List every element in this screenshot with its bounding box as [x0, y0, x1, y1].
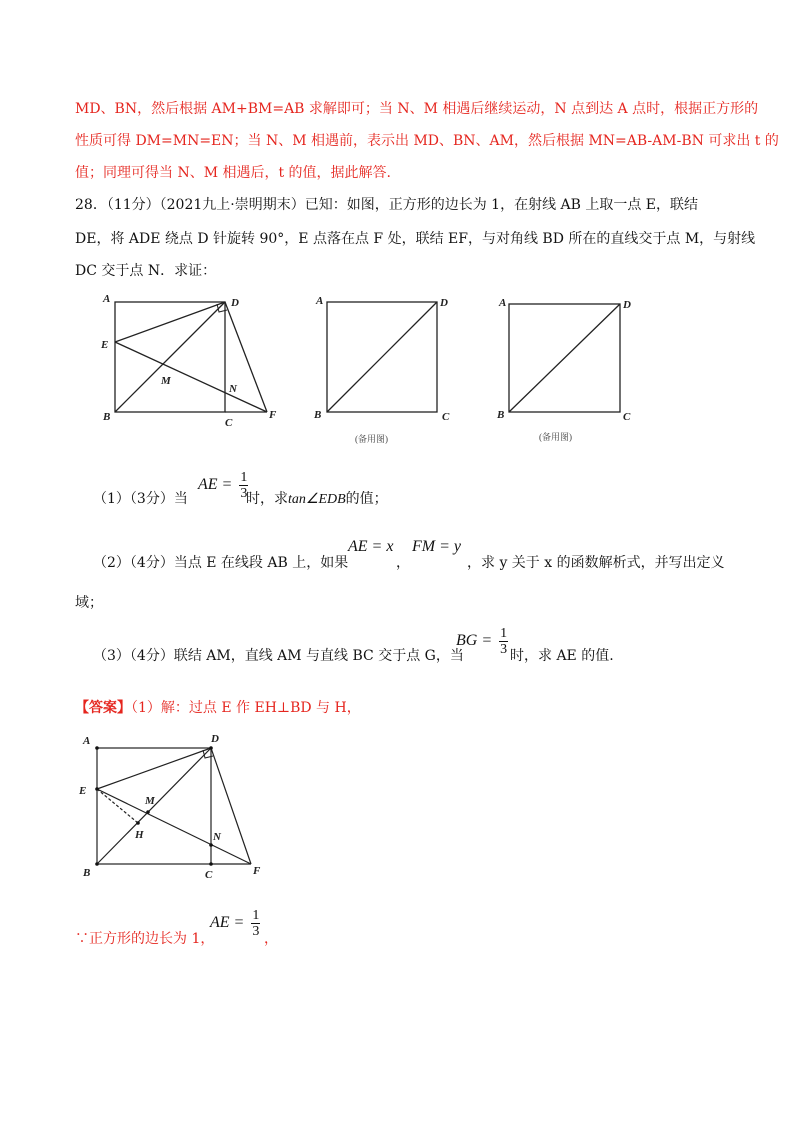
- label-n: N: [229, 383, 237, 395]
- ans-label-a: A: [83, 735, 91, 747]
- answer-figure: [75, 728, 275, 886]
- prev-solution-line-1: MD、BN，然后根据 AM+BM=AB 求解即可；当 N、M 相遇后继续运动，N 点到达 A 点时，根据正方形的: [75, 101, 759, 117]
- problem-line-1: 28．（11分）（2021九上·崇明期末）已知：如图，正方形的边长为 1，在射线 AB 上取一点 E，联结: [75, 197, 699, 213]
- spare1-label-d: D: [440, 297, 448, 309]
- since-math-lhs: AE =: [210, 914, 245, 932]
- spare2-label-d: D: [623, 299, 631, 311]
- spare1-label-a: A: [316, 295, 324, 307]
- q1-end: 的值；: [345, 491, 388, 507]
- label-d: D: [231, 297, 239, 309]
- label-f: F: [269, 409, 277, 421]
- ans-label-n: N: [213, 831, 221, 843]
- ans-label-f: F: [253, 865, 261, 877]
- since-end: ，: [264, 931, 278, 947]
- spare1-label-b: B: [314, 409, 322, 421]
- main-figure: [95, 290, 290, 435]
- spare2-label-a: A: [499, 297, 507, 309]
- q3-math: [456, 626, 508, 657]
- ans-label-e: E: [79, 785, 87, 797]
- since-math: [210, 908, 260, 939]
- spare2-caption: (备用图): [539, 432, 572, 442]
- problem-line-2: DE，将 ADE 绕点 D 针旋转 90°，E 点落在点 F 处，联结 EF，与对角线 BD 所在的直线交于点 M，与射线: [75, 231, 756, 247]
- since-line: ∵正方形的边长为 1，: [75, 931, 215, 947]
- q2-continuation: 域；: [75, 595, 103, 611]
- answer-label: 【答案】: [75, 700, 131, 716]
- spare-figure-2: [495, 290, 645, 450]
- ans-label-h: H: [135, 829, 144, 841]
- q3-prefix: （3）（4分）联结 AM，直线 AM 与直线 BC 交于点 G，当: [93, 648, 464, 664]
- spare-figure-1: [310, 290, 460, 450]
- q2-comma: ，: [396, 555, 410, 571]
- q3-fraction: [499, 626, 508, 657]
- q3-numerator: 1: [500, 626, 508, 641]
- q2-prefix: （2）（4分）当点 E 在线段 AB 上，如果: [93, 555, 349, 571]
- q3-suffix: 时，求 AE 的值.: [510, 648, 614, 664]
- label-b: B: [103, 411, 111, 423]
- since-denominator: 3: [252, 924, 260, 939]
- spare2-label-c: C: [623, 411, 631, 423]
- answer-line: [75, 697, 361, 717]
- q1-prefix: （1）（3分）当: [93, 491, 188, 507]
- q1-tan: tan∠EDB: [288, 492, 346, 507]
- prev-solution-line-3: 值；同理可得当 N、M 相遇后，t 的值，据此解答.: [75, 165, 392, 181]
- since-fraction: [251, 908, 260, 939]
- ans-label-b: B: [83, 867, 91, 879]
- answer-text: （1）解：过点 E 作 EH⊥BD 与 H，: [131, 700, 361, 716]
- q3-math-lhs: BG =: [456, 632, 493, 650]
- q1-math: [198, 470, 248, 501]
- label-a: A: [103, 293, 111, 305]
- spare2-label-b: B: [497, 409, 505, 421]
- ans-label-m: M: [145, 795, 155, 807]
- q1-math-lhs: AE =: [198, 476, 233, 494]
- since-numerator: 1: [252, 908, 260, 923]
- label-c: C: [225, 417, 233, 429]
- q1-suffix: [246, 488, 388, 508]
- q1-suffix-text: 时，求: [246, 491, 288, 507]
- q1-numerator: 1: [240, 470, 248, 485]
- prev-solution-line-2: 性质可得 DM=MN=EN；当 N、M 相遇前，表示出 MD、BN、AM，然后根据 MN=AB-AM-BN 可求出 t 的: [75, 133, 779, 149]
- q2-math-ae: AE = x: [348, 538, 394, 555]
- problem-line-3: DC 交于点 N．求证：: [75, 263, 217, 279]
- ans-label-d: D: [211, 733, 219, 745]
- q2-math-fm: FM = y: [412, 538, 461, 555]
- spare1-caption: (备用图): [355, 434, 388, 444]
- label-e: E: [101, 339, 109, 351]
- ans-label-c: C: [205, 869, 213, 881]
- q2-suffix: ，求 y 关于 x 的函数解析式，并写出定义: [467, 555, 725, 571]
- q1-denominator: 3: [240, 486, 248, 501]
- spare1-label-c: C: [442, 411, 450, 423]
- q3-denominator: 3: [500, 642, 508, 657]
- label-m: M: [161, 375, 171, 387]
